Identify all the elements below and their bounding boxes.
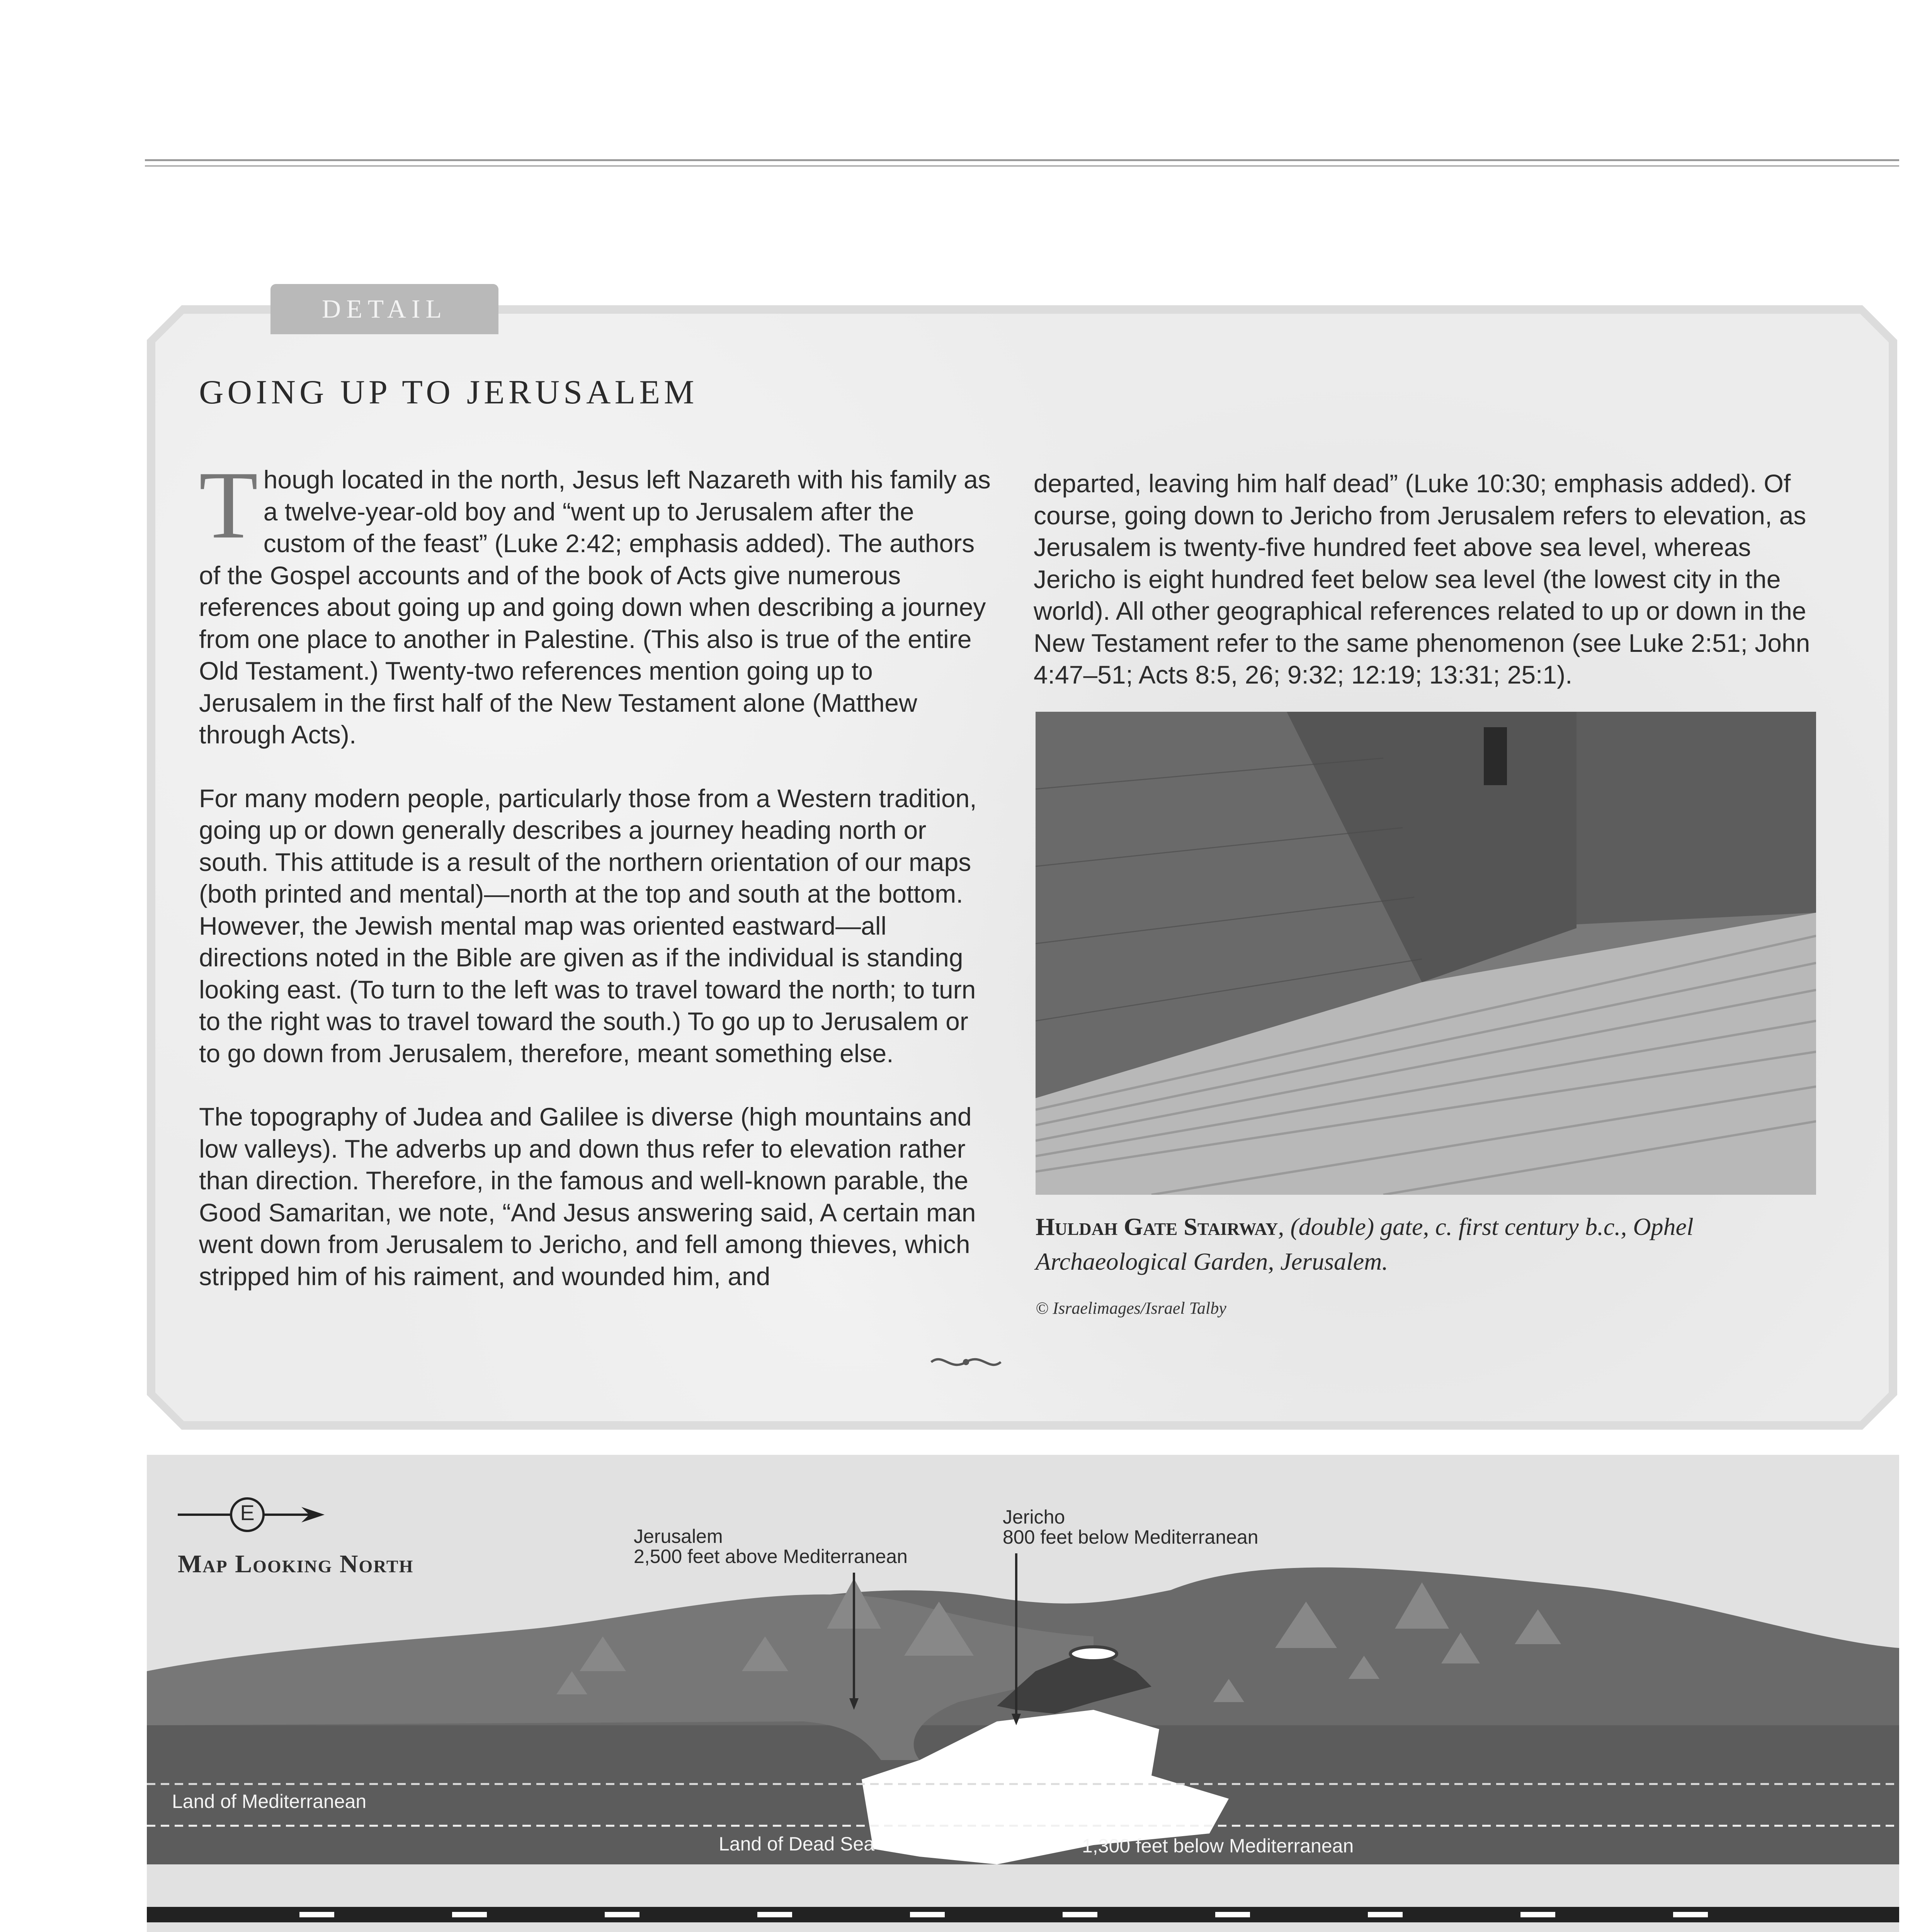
label-jerusalem bbox=[634, 1526, 908, 1566]
photo-illustration bbox=[1036, 712, 1816, 1195]
paragraph-1 bbox=[199, 452, 991, 751]
label-land-dead-sea: Land of Dead Sea bbox=[719, 1833, 875, 1855]
flourish-ornament-icon bbox=[927, 1350, 1005, 1374]
photo-caption bbox=[1036, 1209, 1828, 1279]
paragraph-2: For many modern people, particularly those from a Western tradition, going up or down generally describes a journey heading north or south. This attitude is a result of the northern orientation of our maps (both printed and mental)—north at the top and south at the bottom. However, the Jewish mental map was oriented eastward—all directions noted in the Bible are given as if the individual is standing looking east. (To turn to the left was to travel toward the north; to turn to the right was to travel toward the south.) To go up to Jerusalem or to go down from Jerusalem, therefore, meant something else. bbox=[199, 784, 977, 1068]
huldah-stairway-photo bbox=[1036, 712, 1816, 1195]
paragraph-1-text: hough located in the north, Jesus left Nazareth with his family as a twelve-year-old boy and “went up to Jerusalem after the custom of the feast” (Luke 2:42; emphasis added). The authors of the Gospel accounts and of the book of Acts give numerous references about going up and going down when describing a journey from one place to another in Palestine. (This also is true of the entire Old Testament.) Twenty-two references mention going up to Jerusalem in the first half of the New Testament alone (Matthew through Acts). bbox=[199, 465, 991, 749]
photo-credit: © Israelimages/Israel Talby bbox=[1036, 1299, 1226, 1318]
map-looking-north bbox=[147, 1455, 1899, 1932]
drop-cap: T bbox=[199, 452, 258, 559]
detail-tab: DETAIL bbox=[270, 284, 498, 334]
label-dead-sea-depth: 1,300 feet below Mediterranean bbox=[1082, 1835, 1354, 1857]
map-north-title: Map Looking North bbox=[178, 1550, 414, 1578]
compass-east-letter: E bbox=[240, 1500, 255, 1525]
jericho-elevation: 800 feet below Mediterranean bbox=[1003, 1526, 1259, 1548]
left-column bbox=[199, 452, 991, 1324]
caption-name: Huldah Gate Stairway bbox=[1036, 1213, 1278, 1240]
top-rule-thin bbox=[145, 165, 1899, 167]
jerusalem-elevation: 2,500 feet above Mediterranean bbox=[634, 1546, 908, 1567]
detail-panel bbox=[147, 294, 1897, 1430]
right-column bbox=[1034, 468, 1830, 723]
top-rule bbox=[145, 159, 1899, 161]
caption-details: , (double) gate, c. first century b.c., Ophel Archaeological Garden, Jerusalem. bbox=[1036, 1213, 1694, 1275]
label-land-mediterranean: Land of Mediterranean bbox=[172, 1791, 367, 1812]
jericho-name: Jericho bbox=[1003, 1506, 1065, 1528]
jerusalem-name: Jerusalem bbox=[634, 1526, 723, 1547]
label-jericho bbox=[1003, 1507, 1259, 1547]
paragraph-3: The topography of Judea and Galilee is diverse (high mountains and low valleys). The adverbs up and down thus refer to elevation rather than direction. Therefore, in the famous and well-known parable, the Good Samaritan, we note, “And Jesus answering said, A certain man went down from Jerusalem to Jericho, and fell among thieves, which stripped him of his raiment, and wounded him, and bbox=[199, 1102, 976, 1291]
panel-title: GOING UP TO JERUSALEM bbox=[199, 374, 698, 411]
paragraph-4: departed, leaving him half dead” (Luke 10:30; emphasis added). Of course, going down to Jericho from Jerusalem refers to elevation, as Jerusalem is twenty-five hundred feet above sea level, whereas Jericho is eight hundred feet below sea level (the lowest city in the world). All other geographical references related to up or down in the New Testament refer to the same phenomenon (see Luke 2:51; John 4:47–51; Acts 8:5, 26; 9:32; 12:19; 13:31; 25:1). bbox=[1034, 469, 1810, 689]
